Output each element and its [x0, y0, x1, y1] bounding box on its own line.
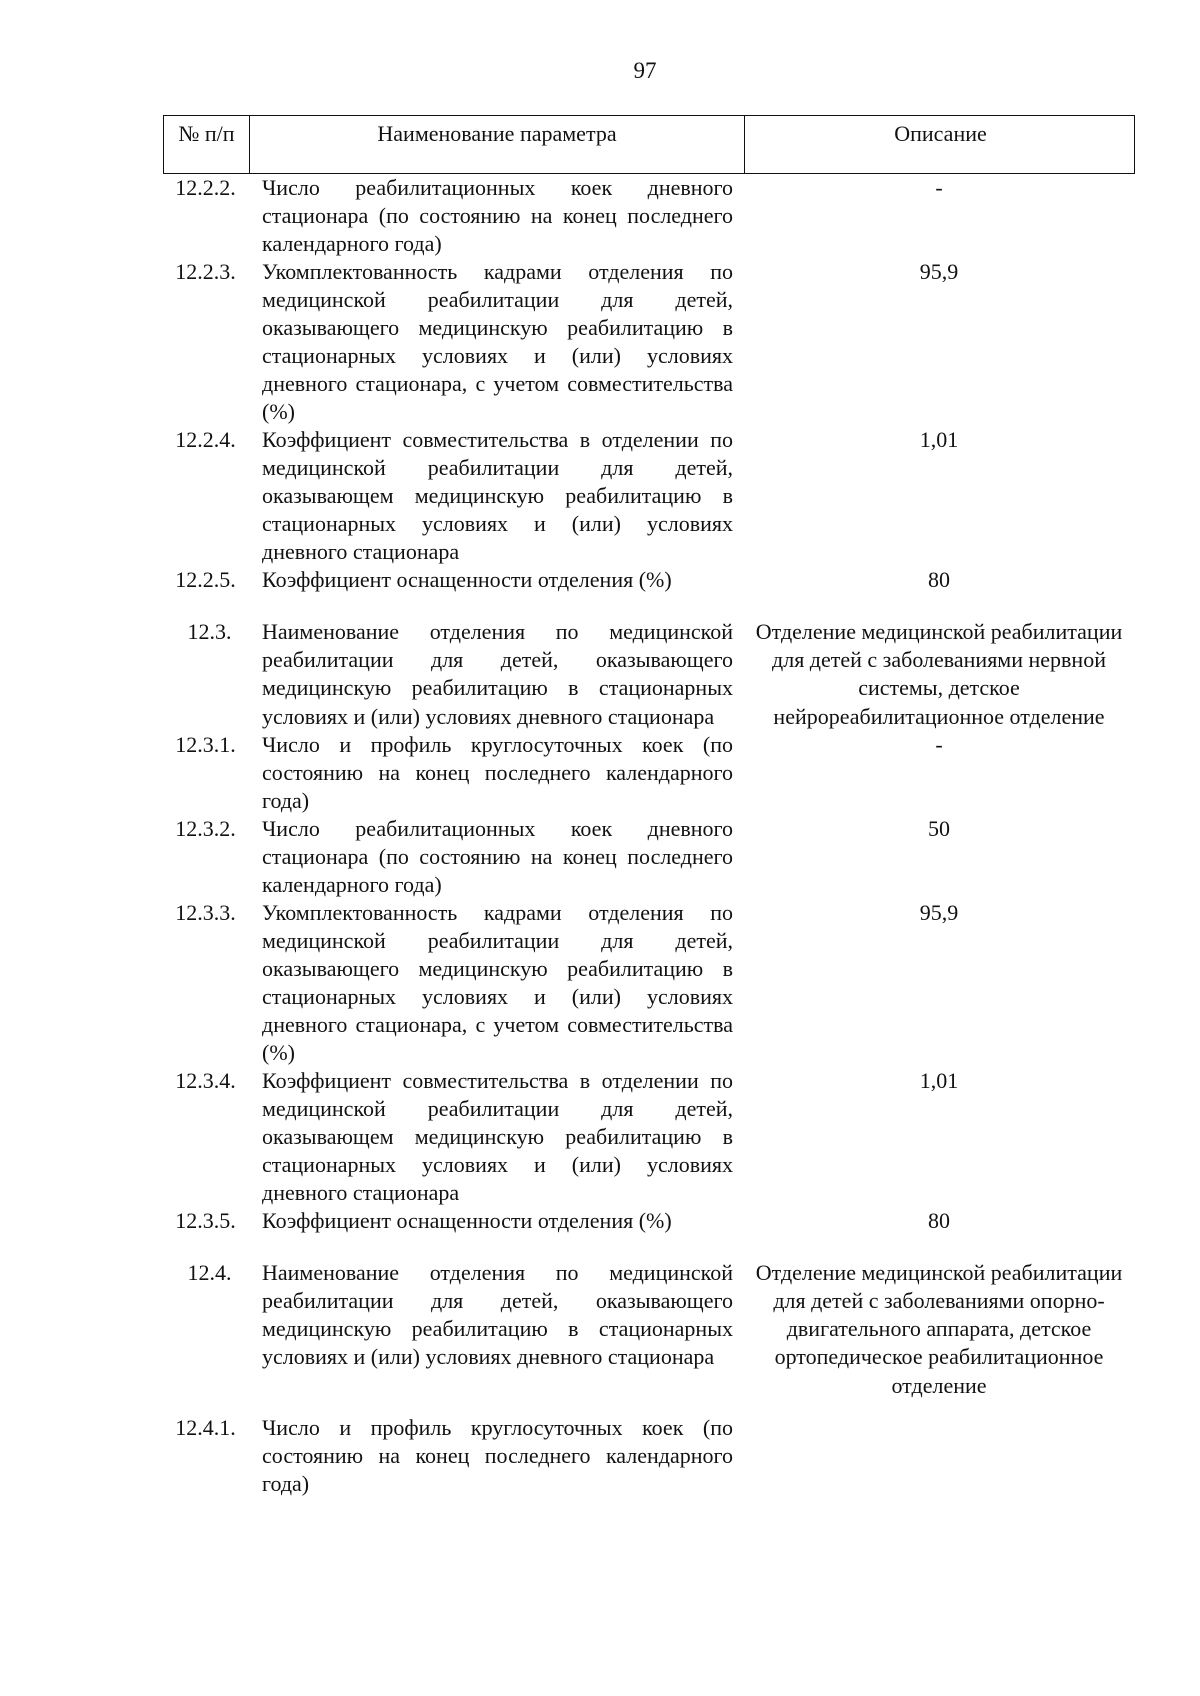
table-row	[163, 1067, 1135, 1207]
row-number: 12.3.2.	[175, 815, 236, 841]
row-parameter: Укомплектованность кадрами отделения по медицинской реабилитации для детей, оказывающего медицинскую реабилитацию в стационарных условиях и (или) условиях дневного стационара, с учетом совместительства (%)	[262, 259, 733, 424]
row-number: 12.3.	[187, 619, 232, 644]
row-description: 80	[928, 1207, 950, 1233]
row-parameter: Коэффициент оснащенности отделения (%)	[262, 567, 672, 592]
table-row	[163, 1207, 1135, 1235]
table-header	[163, 115, 1135, 174]
table-row	[163, 594, 1135, 731]
row-parameter: Число реабилитационных коек дневного стационара (по состоянию на конец последнего календарного года)	[262, 815, 733, 897]
row-parameter: Число и профиль круглосуточных коек (по состоянию на конец последнего календарного года)	[262, 1414, 733, 1496]
header-num: № п/п	[178, 121, 235, 146]
row-number: 12.3.4.	[175, 1067, 236, 1093]
row-number: 12.3.5.	[175, 1207, 236, 1233]
row-description: 80	[928, 567, 950, 592]
row-description: 50	[928, 815, 950, 841]
header-desc: Описание	[744, 116, 1136, 173]
page-number: 97	[633, 58, 657, 83]
row-description: -	[935, 175, 943, 200]
table-row	[163, 1235, 1135, 1414]
table-row	[163, 174, 1135, 258]
row-number: 12.2.4.	[175, 427, 236, 452]
row-number: 12.3.1.	[175, 731, 236, 757]
table-row	[163, 1414, 1135, 1498]
row-parameter: Наименование отделения по медицинской реабилитации для детей, оказывающего медицинскую реабилитацию в стационарных условиях и (или) условиях дневного стационара	[262, 619, 733, 729]
table-row	[163, 815, 1135, 899]
row-parameter: Укомплектованность кадрами отделения по медицинской реабилитации для детей, оказывающего медицинскую реабилитацию в стационарных условиях и (или) условиях дневного стационара, с учетом совместительства (%)	[262, 899, 733, 1065]
row-description: Отделение медицинской реабилитации для детей с заболеваниями опорно-двигательного аппарата, детское ортопедическое реабилитационное отделение	[755, 1259, 1123, 1398]
row-parameter: Число реабилитационных коек дневного стационара (по состоянию на конец последнего календарного года)	[262, 175, 733, 256]
table-row	[163, 426, 1135, 566]
row-description: 95,9	[919, 259, 959, 284]
row-number: 12.2.3.	[175, 259, 236, 284]
table-row	[163, 899, 1135, 1067]
row-parameter: Коэффициент оснащенности отделения (%)	[262, 1207, 672, 1233]
table-row	[163, 566, 1135, 594]
row-number: 12.2.2.	[175, 175, 236, 200]
table-row	[163, 258, 1135, 426]
row-description: Отделение медицинской реабилитации для детей с заболеваниями нервной системы, детское нейрореабилитационное отделение	[755, 619, 1123, 729]
row-description: 1,01	[919, 427, 959, 452]
row-number: 12.4.1.	[175, 1414, 236, 1440]
row-number: 12.4.	[187, 1259, 232, 1285]
header-param: Наименование параметра	[249, 116, 744, 173]
row-number: 12.2.5.	[175, 567, 236, 592]
row-description: -	[935, 731, 943, 757]
row-parameter: Коэффициент совместительства в отделении по медицинской реабилитации для детей, оказывающем медицинскую реабилитацию в стационарных условиях и (или) условиях дневного стационара	[262, 1067, 733, 1205]
row-description: 95,9	[919, 899, 959, 925]
row-description: 1,01	[919, 1067, 959, 1093]
row-parameter: Наименование отделения по медицинской реабилитации для детей, оказывающего медицинскую реабилитацию в стационарных условиях и (или) условиях дневного стационара	[262, 1259, 733, 1370]
row-parameter: Коэффициент совместительства в отделении по медицинской реабилитации для детей, оказывающем медицинскую реабилитацию в стационарных условиях и (или) условиях дневного стационара	[262, 427, 733, 564]
parameters-table	[163, 115, 1135, 1498]
row-parameter: Число и профиль круглосуточных коек (по состоянию на конец последнего календарного года)	[262, 731, 733, 813]
row-number: 12.3.3.	[175, 899, 236, 925]
table-row	[163, 731, 1135, 815]
row-description	[743, 1414, 1135, 1498]
